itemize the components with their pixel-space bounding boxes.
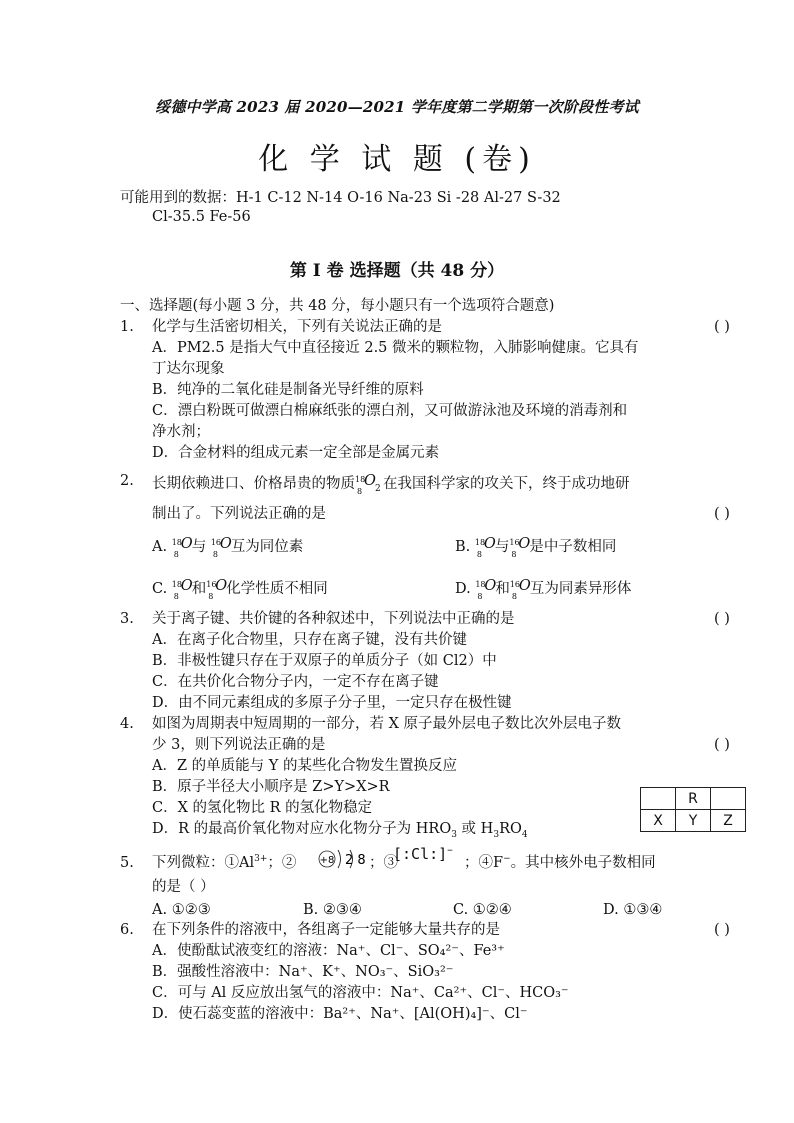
q3-number: 3.: [120, 611, 134, 627]
q3-answer-paren: ( ): [714, 611, 730, 627]
q2-option-c: [152, 576, 328, 600]
mass: 16: [509, 538, 520, 547]
q2-a-iso2: [210, 534, 232, 559]
q2-d-mid: 和: [495, 581, 510, 597]
q4-number: 4.: [120, 716, 134, 732]
q2-d-end: 互为同素异形体: [529, 581, 632, 597]
elem: O: [483, 536, 496, 552]
q2-c-end: 化学性质不相同: [226, 581, 328, 597]
q5-stem-part2: ；③: [369, 855, 398, 871]
q1-option-c: C．漂白粉既可做漂白棉麻纸张的漂白剂，又可做游泳池及环境的消毒剂和: [152, 403, 628, 419]
q2-subscript: 2: [375, 484, 381, 494]
mass: 18: [474, 538, 486, 547]
q4-stem: 如图为周期表中短周期的一部分，若 X 原子最外层电子数比次外层电子数: [152, 716, 622, 732]
q4-d-sub3: 4: [521, 829, 528, 840]
pt-cell-r: R: [676, 788, 711, 810]
q2-stem: [152, 471, 630, 495]
q2-option-a: [152, 534, 303, 558]
q4-stem-line2: 少 3，则下列说法正确的是: [152, 737, 326, 753]
q3-option-b: B．非极性键只存在于双原子的单质分子（如 Cl2）中: [152, 653, 497, 669]
q2-a-iso1: [171, 534, 193, 559]
mass: 16: [509, 580, 521, 589]
q2-c-mid: 和: [191, 581, 207, 597]
mass: 18: [171, 538, 182, 547]
q2-atomic-number: 8: [357, 487, 363, 496]
section-title: 第 I 卷 选择题（共 48 分）: [289, 261, 505, 281]
pt-cell-y: Y: [676, 810, 711, 832]
q5-text-b: ；②: [267, 855, 297, 871]
q2-option-b: [455, 534, 616, 558]
z: 8: [476, 550, 482, 559]
pt-empty-cell: [711, 788, 746, 810]
z: 8: [208, 592, 214, 601]
elem: O: [215, 578, 228, 594]
q2-c-iso1: [171, 576, 193, 601]
q4-d-sub1: 3: [451, 829, 457, 840]
mass: 18: [171, 580, 182, 589]
q1-option-c-cont: 净水剂；: [152, 424, 210, 440]
q6-option-b: B．强酸性溶液中：Na⁺、K⁺、NO₃⁻、SiO₃²⁻: [152, 964, 454, 980]
q2-option-d: [455, 576, 631, 600]
atomic-masses-line2: Cl-35.5 Fe-56: [152, 209, 251, 225]
elem: O: [518, 536, 531, 552]
q6-option-c: C．可与 Al 反应放出氢气的溶液中：Na⁺、Ca²⁺、Cl⁻、HCO₃⁻: [152, 985, 569, 1001]
q2-mass-number: 18: [355, 475, 366, 484]
q2-b-mid: 与: [494, 539, 510, 555]
q6-option-d: D．使石蕊变蓝的溶液中：Ba²⁺、Na⁺、[Al(OH)₄]⁻、Cl⁻: [152, 1006, 528, 1022]
q4-d-part2: 或 H: [456, 821, 494, 837]
q4-d-part3: RO: [499, 821, 522, 837]
atomic-masses-line1: 可能用到的数据：H-1 C-12 N-14 O-16 Na-23 Si -28 Al-27 S-32: [120, 190, 561, 206]
q4-option-b: B．原子半径大小顺序是 Z>Y>X>R: [152, 779, 390, 795]
q2-a-end: 互为同位素: [230, 539, 304, 555]
z: 8: [511, 550, 517, 559]
elem: O: [518, 578, 531, 594]
mass: 18: [475, 580, 486, 589]
oxygen-atom-structure-diagram: [318, 847, 368, 871]
q4-d-sub2: 3: [493, 829, 500, 840]
q5-text-a: 下列微粒：①Al: [152, 855, 255, 871]
pt-empty-cell: [641, 788, 676, 810]
q3-option-d: D．由不同元素组成的多原子分子里，一定只存在极性键: [152, 695, 512, 711]
q1-answer-paren: ( ): [714, 319, 730, 335]
elem: O: [180, 536, 193, 552]
atom-shells: 2 8: [345, 853, 366, 868]
q5-text-e: 。其中核外电子数相同: [510, 855, 656, 871]
q2-element: O: [364, 473, 376, 489]
exam-header: 绥德中学高 2023 届 2020—2021 学年度第二学期第一次阶段性考试: [155, 98, 639, 116]
q2-stem-part2: 在我国科学家的攻关下，终于成功地研: [383, 476, 630, 492]
chloride-text: [:Cl:]: [393, 845, 448, 863]
q5-stem-part3: [464, 853, 656, 874]
q5-al-charge: 3+: [254, 854, 268, 865]
q2-molecule: [355, 471, 383, 496]
q4-answer-paren: ( ): [714, 737, 730, 753]
q1-number: 1.: [120, 319, 134, 335]
q1-option-a-cont: 丁达尔现象: [152, 361, 225, 377]
q2-c-iso2: [206, 576, 228, 601]
q2-number: 2.: [120, 473, 134, 489]
pt-cell-x: X: [641, 810, 676, 832]
pt-cell-z: Z: [711, 810, 746, 832]
section-instruction: 一、选择题(每小题 3 分，共 48 分，每小题只有一个选项符合题意): [120, 298, 555, 314]
q1-stem: 化学与生活密切相关，下列有关说法正确的是: [152, 319, 442, 335]
q2-stem-line2: 制出了。下列说法正确的是: [152, 506, 326, 522]
q6-number: 6.: [120, 922, 134, 938]
q2-c-label: C.: [152, 581, 168, 597]
mass: 16: [210, 538, 221, 547]
q5-option-c: C. ①②④: [453, 902, 512, 918]
q2-d-iso2: [509, 576, 531, 601]
z: 8: [477, 592, 483, 601]
mass: 16: [206, 580, 217, 589]
q2-b-label: B.: [455, 539, 471, 555]
q6-answer-paren: ( ): [714, 922, 730, 938]
elem: O: [219, 536, 232, 552]
q6-option-a: A．使酚酞试液变红的溶液：Na⁺、Cl⁻、SO₄²⁻、Fe³⁺: [152, 943, 505, 959]
chloride-lewis-structure: [393, 845, 453, 863]
q2-d-label: D.: [455, 581, 471, 597]
q4-option-d: [152, 819, 528, 840]
q5-text-d: ；④F: [464, 855, 504, 871]
q5-f-charge: −: [503, 854, 511, 865]
q2-b-iso1: [474, 534, 496, 559]
z: 8: [173, 592, 179, 601]
q5-option-a: A. ①②③: [152, 902, 211, 918]
q2-d-iso1: [475, 576, 497, 601]
q6-stem: 在下列条件的溶液中，各组离子一定能够大量共存的是: [152, 922, 500, 938]
q1-option-d: D．合金材料的组成元素一定全部是金属元素: [152, 445, 440, 461]
q5-stem-part1: [152, 853, 296, 874]
elem: O: [484, 578, 497, 594]
chloride-charge: −: [447, 846, 453, 856]
q2-answer-paren: ( ): [714, 506, 730, 522]
q1-option-b: B．纯净的二氧化硅是制备光导纤维的原料: [152, 382, 424, 398]
q2-a-label: A.: [152, 539, 168, 555]
q3-option-c: C．在共价化合物分子内，一定不存在离子键: [152, 674, 439, 690]
q4-option-c: C．X 的氢化物比 R 的氢化物稳定: [152, 800, 373, 816]
q1-option-a: A．PM2.5 是指大气中直径接近 2.5 微米的颗粒物，入肺影响健康。它具有: [152, 340, 639, 356]
q4-d-part1: D．R 的最高价氧化物对应水化物分子为 HRO: [152, 821, 452, 837]
q5-option-b: B. ②③④: [303, 902, 362, 918]
q2-stem-part1: 长期依赖进口、价格昂贵的物质: [152, 476, 355, 492]
z: 8: [173, 550, 179, 559]
page-title: 化 学 试 题 (卷): [258, 142, 536, 177]
q2-b-iso2: [509, 534, 531, 559]
atom-nucleus-charge: +8: [319, 855, 335, 866]
q5-option-d: D. ①③④: [603, 902, 663, 918]
q2-b-end: 是中子数相同: [529, 539, 617, 555]
q4-option-a: A．Z 的单质能与 Y 的某些化合物发生置换反应: [152, 758, 457, 774]
z: 8: [212, 550, 218, 559]
q3-stem: 关于离子键、共价键的各种叙述中，下列说法中正确的是: [152, 611, 515, 627]
z: 8: [511, 592, 517, 601]
q5-number: 5.: [120, 855, 134, 871]
q2-a-mid: 与: [191, 539, 207, 555]
q3-option-a: A．在离子化合物里，只存在离子键，没有共价键: [152, 632, 467, 648]
elem: O: [180, 578, 193, 594]
periodic-table-fragment: [640, 787, 746, 832]
q5-stem-line2: 的是（ ）: [152, 879, 215, 895]
